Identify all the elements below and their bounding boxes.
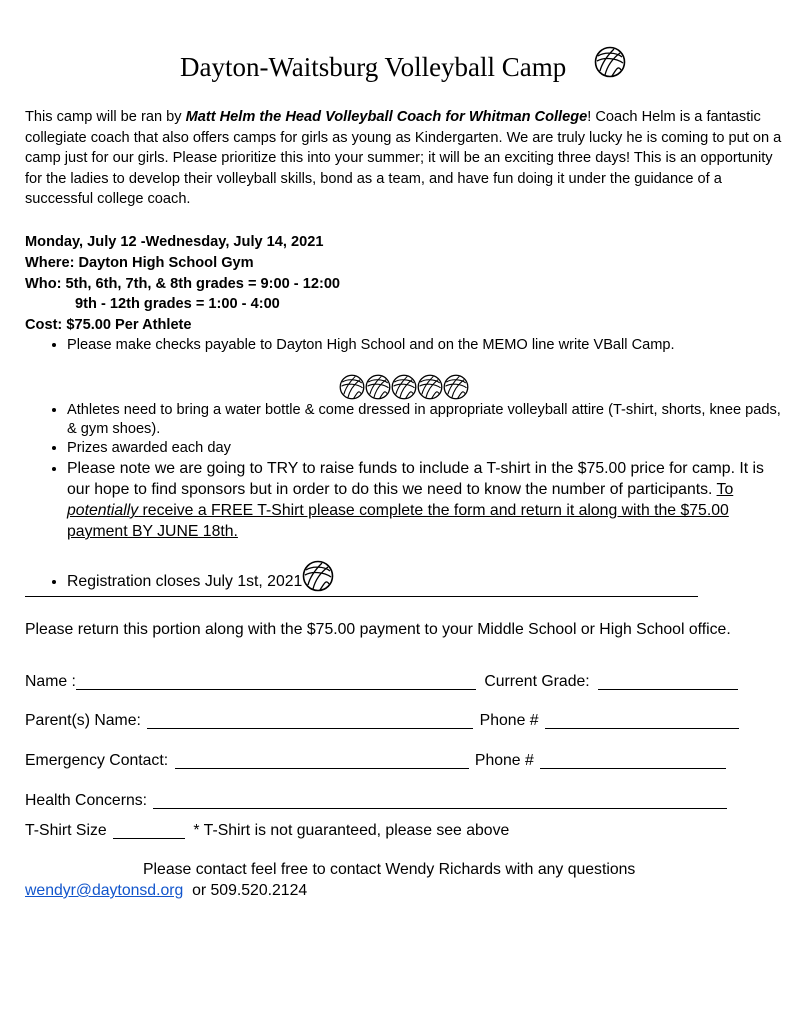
contact-line: Please contact feel free to contact Wendy Richards with any questions [143,861,636,878]
health-concerns-field[interactable] [153,792,727,809]
registration-text: Registration closes July 1st, 2021 [67,573,303,590]
tshirt-row [25,822,509,840]
intro-text-rest: ! Coach Helm is a fantastic collegiate coach that also offers camps for girls as young as Kindergarten. We are truly lucky he is coming to put on a camp just for our girls. Please prioritize this into your summer; it will be an exciting three days! This is an opportunity for the ladies to develop their volleyball skills, bond as a team, and have fun doing it under the guidance of a successful college coach. [25,109,782,207]
emergency-label: Emergency Contact: [25,752,169,769]
name-label: Name : [25,673,76,690]
prizes-note: • Prizes awarded each day [67,439,785,458]
camp-who-high: 9th - 12th grades = 1:00 - 4:00 [75,296,280,313]
page-title: Dayton-Waitsburg Volleyball Camp [180,52,567,82]
volleyball-icon [339,374,365,400]
camp-location: Where: Dayton High School Gym [25,254,254,271]
return-instructions: Please return this portion along with the $75.00 payment to your Middle School or High School office. [25,621,731,638]
grade-field[interactable] [598,673,738,690]
camp-details [25,232,785,336]
registration-note [67,560,785,592]
checks-note: • Please make checks payable to Dayton High School and on the MEMO line write VBall Camp. [67,335,785,355]
tshirt-note [67,458,785,542]
water-note: • Athletes need to bring a water bottle & come dressed in appropriate volleyball attire (T-shirt, shorts, knee pads, & gym shoes). [67,401,785,439]
volleyball-row [339,374,469,400]
parent-row [25,712,739,730]
grade-label: Current Grade: [484,673,590,690]
tshirt-note-text: Please note we are going to TRY to raise funds to include a T-shirt in the $75.00 price for camp. It is our hope to find sponsors but in order to do this we need to know the number of participants. [67,460,764,498]
intro-text-start: This camp will be ran by [25,109,186,125]
emergency-row [25,752,726,770]
cut-line [25,596,698,597]
volleyball-icon [302,560,334,592]
contact-details [25,882,307,900]
header [0,46,807,90]
tshirt-size-label: T-Shirt Size [25,822,107,839]
volleyball-icon [417,374,443,400]
coach-name: Matt Helm the Head Volleyball Coach for Whitman College [185,109,588,125]
parent-label: Parent(s) Name: [25,712,141,729]
tshirt-offer-start: To [716,481,734,498]
camp-who-middle: Who: 5th, 6th, 7th, & 8th grades = 9:00 - 12:00 [25,275,341,292]
camp-notes [25,401,785,542]
emergency-contact-field[interactable] [175,752,469,769]
volleyball-icon [391,374,417,400]
phone-label: Phone # [479,712,539,729]
tshirt-offer-rest: receive a FREE T-Shirt please complete the form and return it along with the $75.00 payment BY JUNE 18th. [67,502,729,540]
health-label: Health Concerns: [25,792,148,809]
payment-list [25,335,785,355]
intro-paragraph [25,107,785,210]
phone2-label: Phone # [474,752,534,769]
camp-dates: Monday, July 12 -Wednesday, July 14, 2021 [25,234,324,250]
parent-phone-field[interactable] [545,712,739,729]
volleyball-icon [365,374,391,400]
registration-list [25,560,785,592]
tshirt-offer-emphasis: potentially [67,502,139,519]
tshirt-disclaimer: * T-Shirt is not guaranteed, please see above [193,822,510,839]
name-row [25,673,738,691]
contact-phone: or 509.520.2124 [183,882,308,899]
volleyball-icon [443,374,469,400]
name-field[interactable] [76,673,476,690]
camp-cost: Cost: $75.00 Per Athlete [25,317,192,334]
parent-name-field[interactable] [147,712,473,729]
email-link[interactable]: wendyr@daytonsd.org [25,882,184,899]
tshirt-size-field[interactable] [113,822,185,839]
volleyball-icon [594,46,626,78]
health-row [25,792,727,810]
emergency-phone-field[interactable] [540,752,726,769]
